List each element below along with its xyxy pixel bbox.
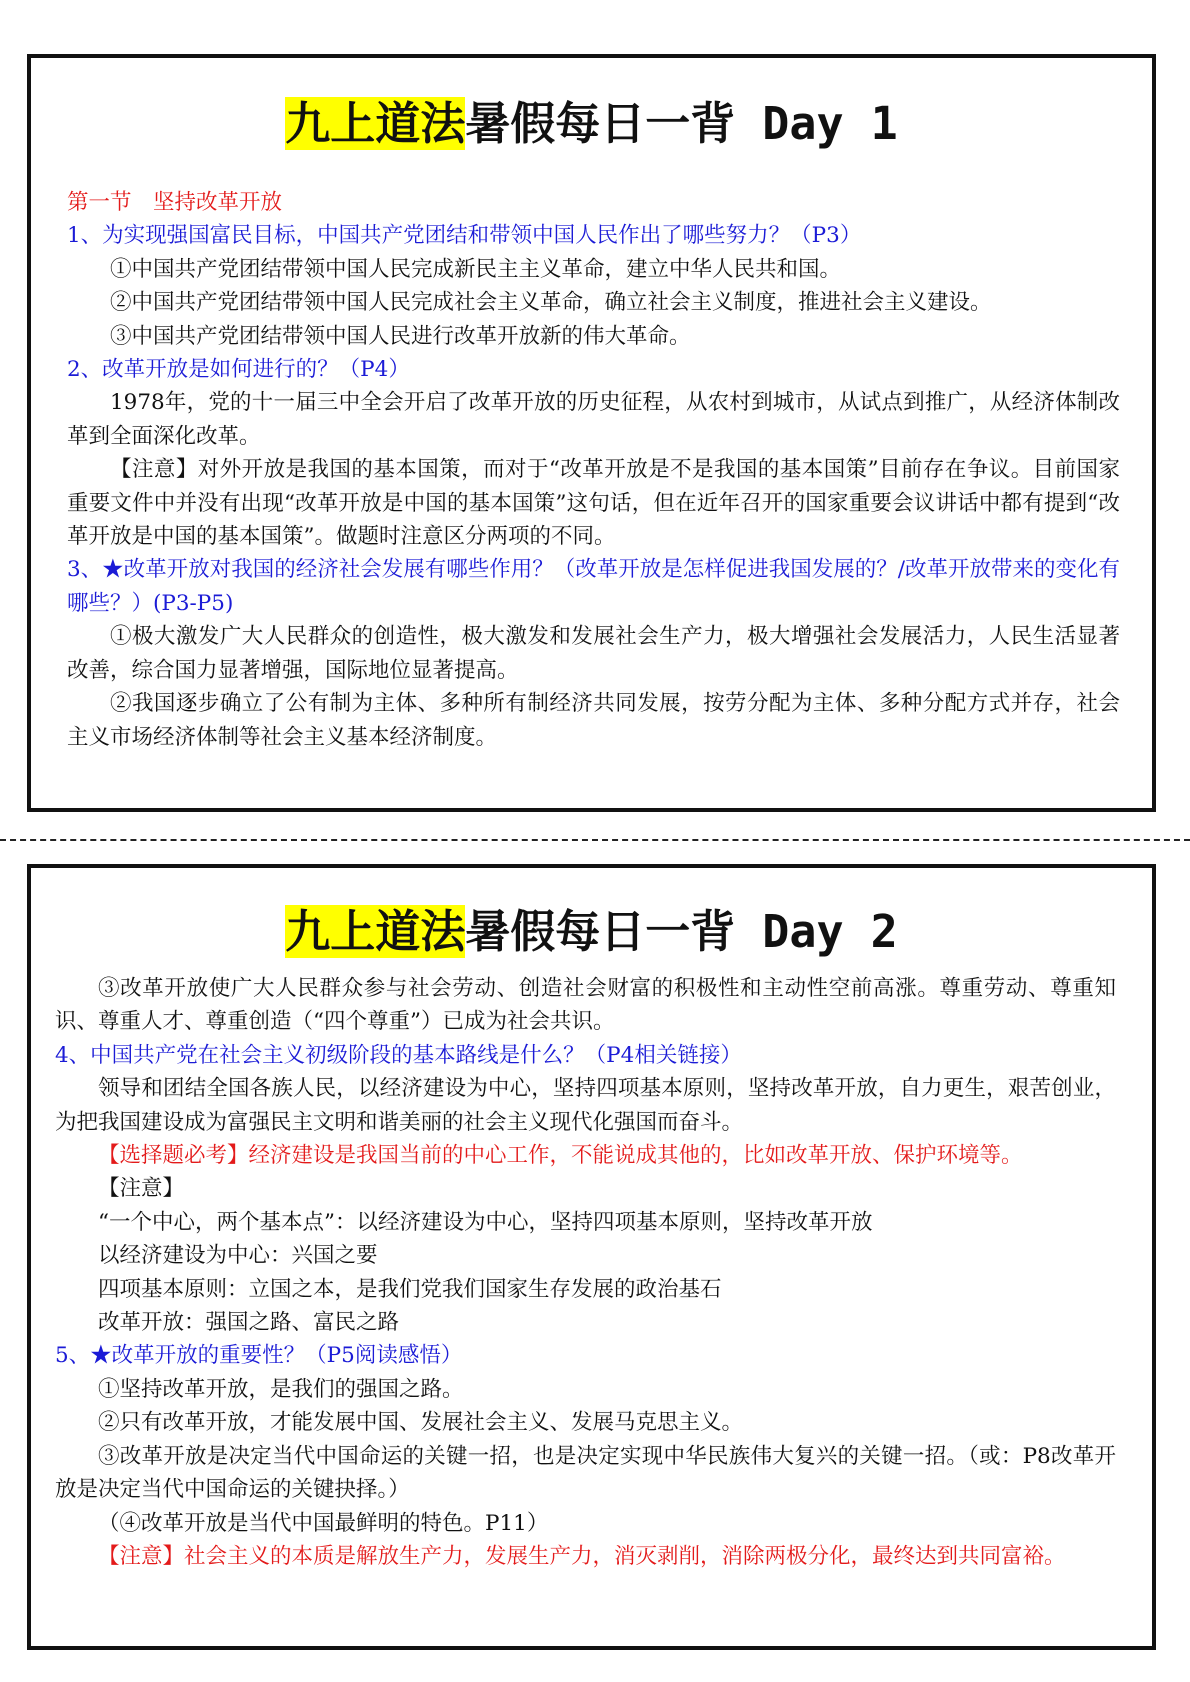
day2-title-rest: 暑假每日一背 Day 2 [465,905,898,958]
day1-line: 【注意】对外开放是我国的基本国策，而对于“改革开放是不是我国的基本国策”目前存在争议。目前国家重要文件中并没有出现“改革开放是中国的基本国策”这句话，但在近年召开的国家重要会议讲话中都有提到“改革开放是中国的基本国策”。做题时注意区分两项的不同。 [67,457,1120,550]
day2-line: ②只有改革开放，才能发展中国、发展社会主义、发展马克思主义。 [98,1410,744,1436]
day2-line: 【注意】 [98,1176,185,1202]
day1-line: 2、改革开放是如何进行的？（P4） [67,357,410,383]
day2-title-highlight: 九上道法 [285,905,466,958]
day2-line: ①坚持改革开放，是我们的强国之路。 [98,1376,464,1402]
day2-line: ③改革开放使广大人民群众参与社会劳动、创造社会财富的积极性和主动性空前高涨。尊重劳动、尊重知识、尊重人才、尊重创造（“四个尊重”）已成为社会共识。 [55,976,1116,1035]
day2-line: ③改革开放是决定当代中国命运的关键一招，也是决定实现中华民族伟大复兴的关键一招。（或：P8改革开放是决定当代中国命运的关键抉择。） [55,1443,1116,1503]
day1-line: 第一节 坚持改革开放 [67,190,283,215]
day1-title-rest: 暑假每日一背 Day 1 [465,97,898,150]
day1-title-highlight: 九上道法 [285,97,466,150]
day2-line: “一个中心，两个基本点”：以经济建设为中心，坚持四项基本原则，坚持改革开放 [98,1209,873,1235]
day1-line: ①中国共产党团结带领中国人民完成新民主主义革命，建立中华人民共和国。 [110,256,842,282]
day2-line: （④改革开放是当代中国最鲜明的特色。P11） [98,1510,549,1536]
day1-line: ①极大激发广大人民群众的创造性，极大激发和发展社会生产力，极大增强社会发展活力，人民生活显著改善，综合国力显著增强，国际地位显著提高。 [67,624,1120,683]
day1-line: ③中国共产党团结带领中国人民进行改革开放新的伟大革命。 [110,323,691,349]
cut-line-divider [0,839,1190,841]
day1-title [31,94,1152,154]
day2-line: 领导和团结全国各族人民，以经济建设为中心，坚持四项基本原则，坚持改革开放，自力更生，艰苦创业，为把我国建设成为富强民主文明和谐美丽的社会主义现代化强国而奋斗。 [55,1076,1116,1135]
day2-line: 四项基本原则：立国之本，是我们党我们国家生存发展的政治基石 [98,1276,722,1302]
day1-line: ②我国逐步确立了公有制为主体、多种所有制经济共同发展，按劳分配为主体、多种分配方式并存，社会主义市场经济体制等社会主义基本经济制度。 [67,691,1120,750]
day2-card [27,864,1156,1650]
day2-line: 4、中国共产党在社会主义初级阶段的基本路线是什么？（P4相关链接） [55,1042,742,1068]
day1-line: 1、为实现强国富民目标，中国共产党团结和带领中国人民作出了哪些努力？（P3） [67,223,862,249]
day2-line: 【注意】社会主义的本质是解放生产力，发展生产力，消灭剥削，消除两极分化，最终达到共同富裕。 [98,1543,1066,1569]
day2-line: 以经济建设为中心：兴国之要 [98,1243,378,1269]
day1-line: 3、★改革开放对我国的经济社会发展有哪些作用？（改革开放是怎样促进我国发展的？/改革开放带来的变化有哪些？）(P3-P5) [67,557,1120,616]
day1-card [27,54,1156,812]
day1-body [67,186,1120,754]
day2-line: 改革开放：强国之路、富民之路 [98,1310,400,1336]
day1-line: ②中国共产党团结带领中国人民完成社会主义革命，确立社会主义制度，推进社会主义建设。 [110,290,992,316]
day1-line: 1978年，党的十一届三中全会开启了改革开放的历史征程，从农村到城市，从试点到推广，从经济体制改革到全面深化改革。 [67,390,1120,449]
day2-line: 【选择题必考】经济建设是我国当前的中心工作，不能说成其他的，比如改革开放、保护环境等。 [98,1143,1023,1169]
day2-line: 5、★改革开放的重要性？（P5阅读感悟） [55,1343,463,1369]
day2-title [31,902,1152,962]
day2-body [55,972,1116,1573]
